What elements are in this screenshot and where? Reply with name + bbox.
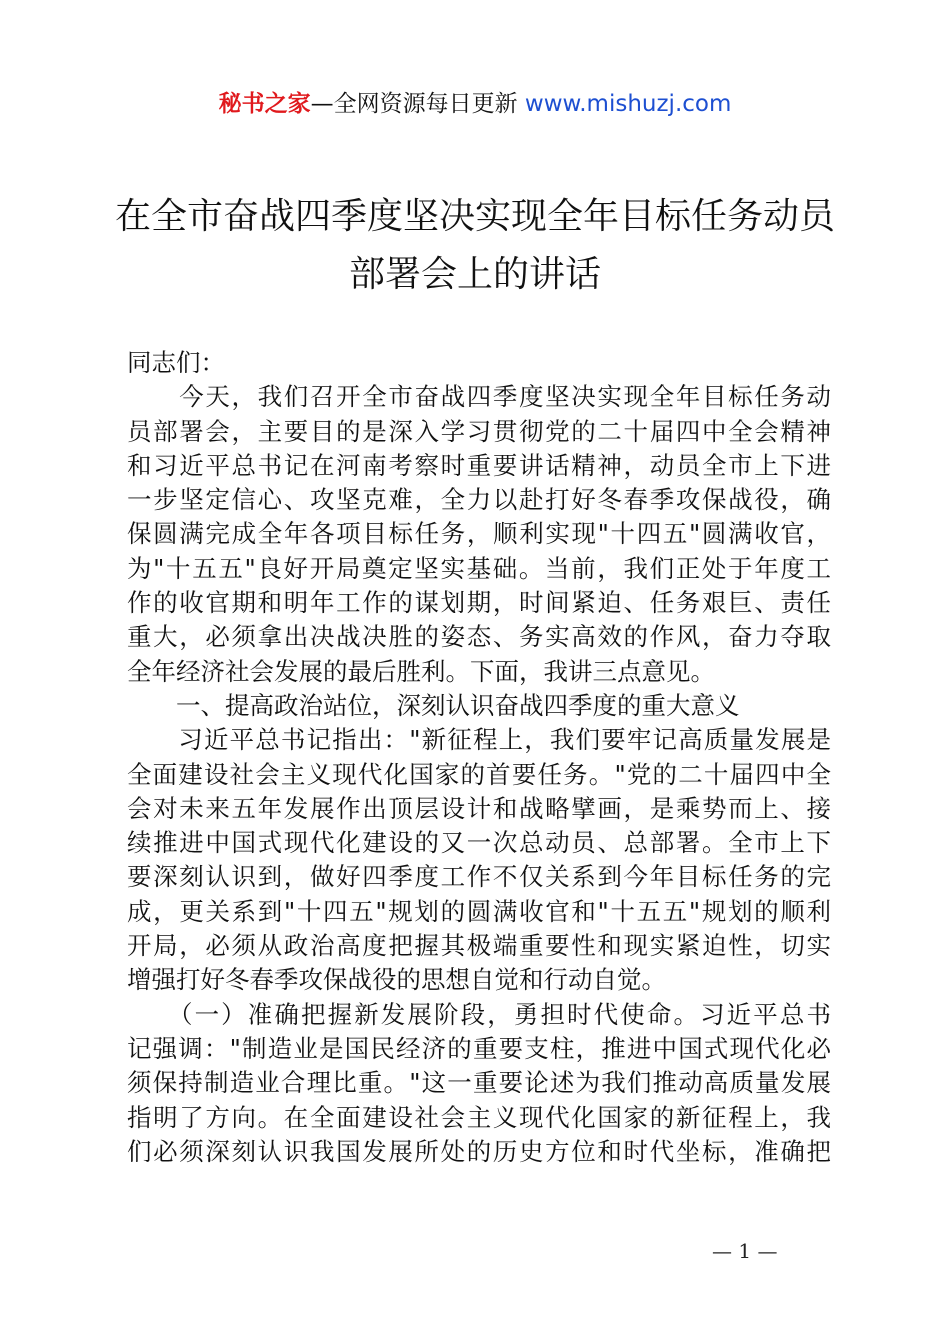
body-line: 员部署会，主要目的是深入学习贯彻党的二十届四中全会精神	[127, 416, 831, 446]
body-line: 指明了方向。在全面建设社会主义现代化国家的新征程上，我	[127, 1102, 831, 1132]
body-line: 续推进中国式现代化建设的又一次总动员、总部署。全市上下	[127, 828, 831, 858]
body-line: 为"十五五"良好开局奠定坚实基础。当前，我们正处于年度工	[127, 553, 831, 583]
body-line: 保圆满完成全年各项目标任务，顺利实现"十四五"圆满收官，	[127, 519, 831, 549]
body-line: 会对未来五年发展作出顶层设计和战略擘画，是乘势而上、接	[127, 793, 831, 823]
site-banner	[0, 88, 950, 120]
website-link[interactable]: www.mishuzj.com	[524, 91, 732, 117]
body-line: 记强调："制造业是国民经济的重要支柱，推进中国式现代化必	[127, 1033, 831, 1063]
title-line-1: 在全市奋战四季度坚决实现全年目标任务动员	[114, 196, 835, 237]
body-line: （一）准确把握新发展阶段，勇担时代使命。习近平总书	[127, 999, 831, 1029]
body-line: 全年经济社会发展的最后胜利。下面，我讲三点意见。	[127, 656, 715, 686]
body-line: 全面建设社会主义现代化国家的首要任务。"党的二十届四中全	[127, 759, 831, 789]
body-line: 开局，必须从政治高度把握其极端重要性和现实紧迫性，切实	[127, 931, 831, 961]
body-line: 作的收官期和明年工作的谋划期，时间紧迫、任务艰巨、责任	[127, 588, 831, 618]
body-line: 重大，必须拿出决战决胜的姿态、务实高效的作风，奋力夺取	[127, 622, 831, 652]
banner-slogan: —全网资源每日更新	[310, 91, 518, 117]
body-line: 今天，我们召开全市奋战四季度坚决实现全年目标任务动	[127, 382, 831, 412]
body-line: 须保持制造业合理比重。"这一重要论述为我们推动高质量发展	[127, 1068, 831, 1098]
body-line: 一步坚定信心、攻坚克难，全力以赴打好冬春季攻保战役，确	[127, 485, 831, 515]
title-line-2: 部署会上的讲话	[348, 254, 601, 295]
page-number: — 1 —	[712, 1239, 778, 1263]
salutation: 同志们：	[127, 348, 225, 377]
body-line: 们必须深刻认识我国发展所处的历史方位和时代坐标，准确把	[127, 1136, 831, 1166]
body-line: 习近平总书记指出："新征程上，我们要牢记高质量发展是	[127, 725, 831, 755]
body-line: 要深刻认识到，做好四季度工作不仅关系到今年目标任务的完	[127, 862, 831, 892]
document-title	[110, 188, 840, 304]
document-body	[127, 346, 831, 1169]
body-line: 和习近平总书记在河南考察时重要讲话精神，动员全市上下进	[127, 450, 831, 480]
section-heading: 一、提高政治站位，深刻认识奋战四季度的重大意义	[127, 690, 740, 720]
body-line: 成，更关系到"十四五"规划的圆满收官和"十五五"规划的顺利	[127, 896, 831, 926]
brand-name: 秘书之家	[218, 91, 311, 117]
body-line: 增强打好冬春季攻保战役的思想自觉和行动自觉。	[127, 965, 666, 995]
